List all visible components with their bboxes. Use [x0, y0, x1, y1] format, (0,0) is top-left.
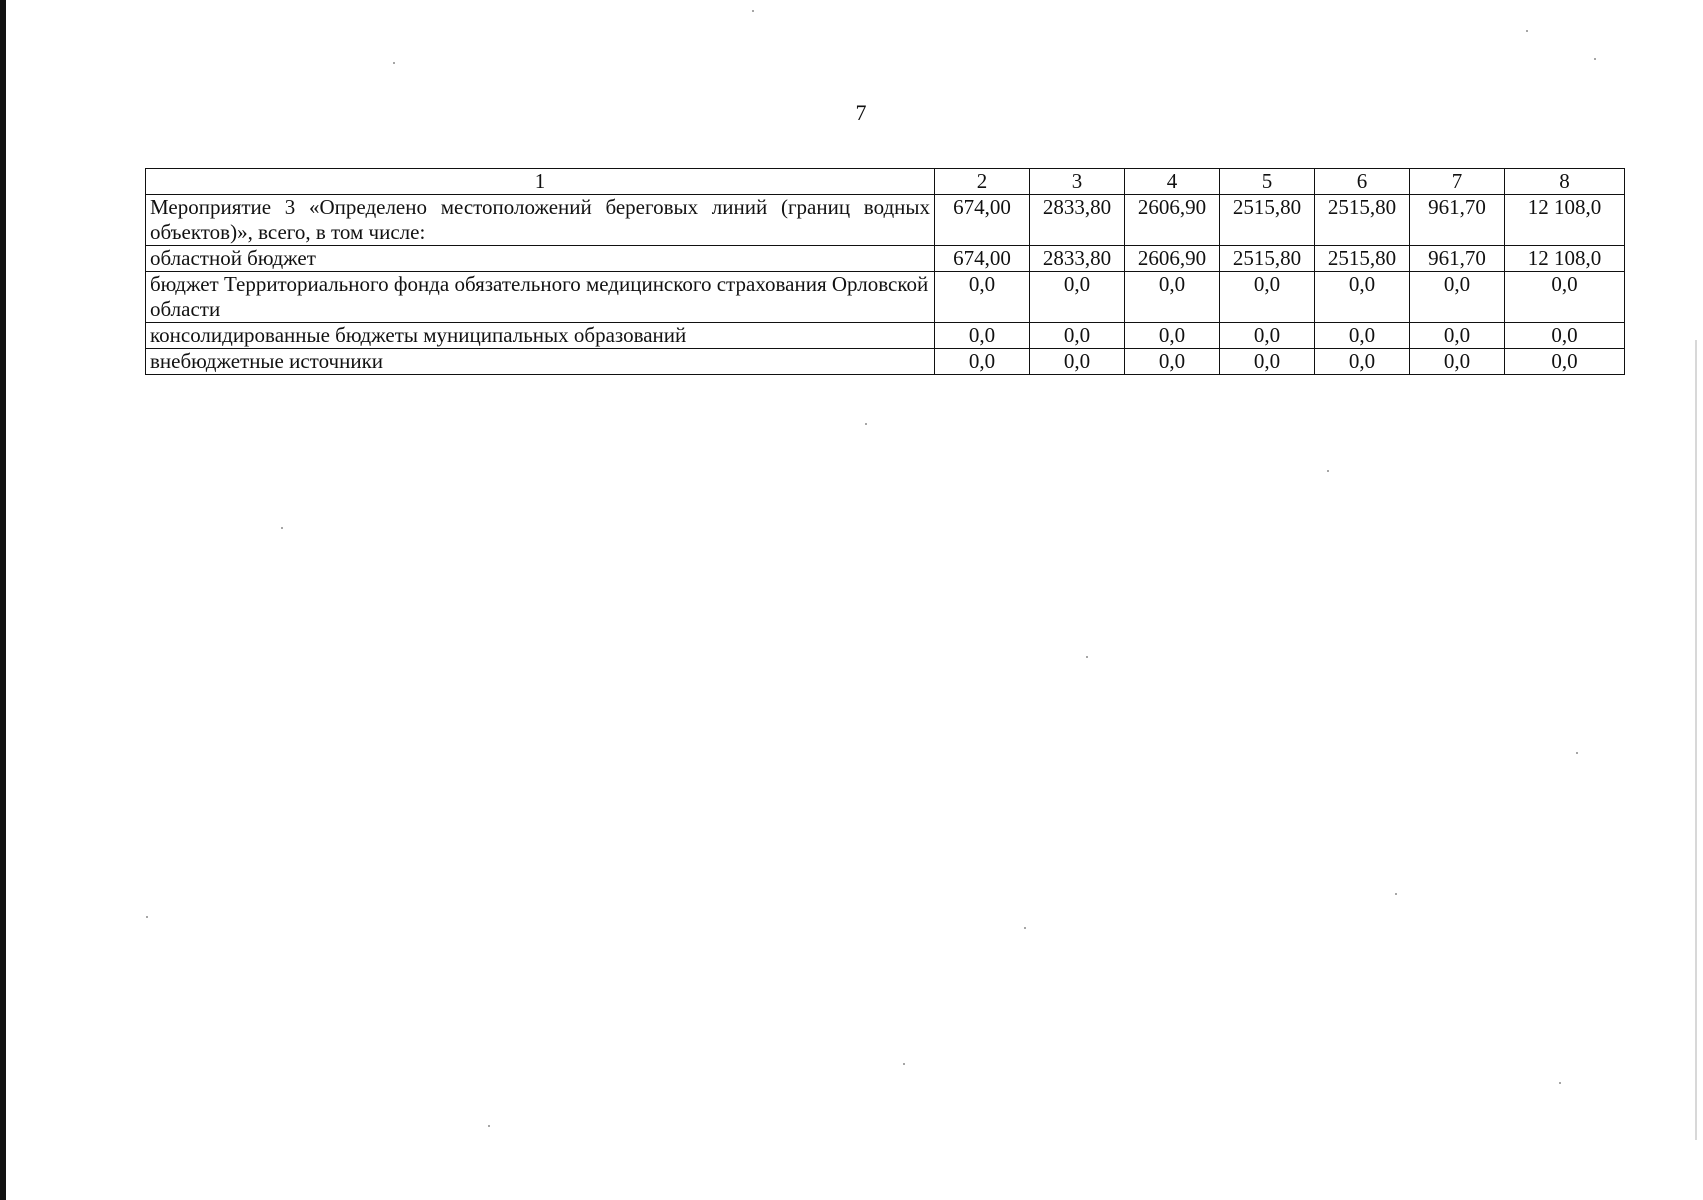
table-cell: 961,70: [1410, 195, 1505, 246]
row-label: бюджет Территориального фонда обязательного медицинского страхования Орловской области: [146, 272, 935, 323]
table-cell: 0,0: [1315, 323, 1410, 349]
table-cell: 0,0: [935, 349, 1030, 375]
scan-speck: [1395, 893, 1397, 895]
column-header: 5: [1220, 169, 1315, 195]
scan-speck: [488, 1125, 490, 1127]
table-cell: 0,0: [1220, 323, 1315, 349]
table-row: [146, 246, 1625, 272]
scan-edge-shadow: [1695, 340, 1697, 1140]
scan-speck: [281, 527, 283, 529]
budget-table: [145, 168, 1625, 375]
table-cell: 2606,90: [1125, 195, 1220, 246]
column-header: 8: [1505, 169, 1625, 195]
table-cell: 2833,80: [1030, 246, 1125, 272]
scan-speck: [752, 10, 754, 12]
table-cell: 0,0: [1125, 272, 1220, 323]
table-cell: 0,0: [1505, 272, 1625, 323]
scan-speck: [1576, 752, 1578, 754]
row-label: областной бюджет: [146, 246, 935, 272]
scan-speck: [1594, 58, 1596, 60]
table-row: [146, 349, 1625, 375]
column-header: 4: [1125, 169, 1220, 195]
table-row: [146, 323, 1625, 349]
row-label: консолидированные бюджеты муниципальных образований: [146, 323, 935, 349]
table-cell: 0,0: [1505, 349, 1625, 375]
table-cell: 0,0: [1125, 323, 1220, 349]
scan-speck: [393, 62, 395, 64]
table-cell: 0,0: [1030, 323, 1125, 349]
scan-speck: [1024, 927, 1026, 929]
scan-speck: [1086, 656, 1088, 658]
table-cell: 0,0: [935, 272, 1030, 323]
table-cell: 2833,80: [1030, 195, 1125, 246]
scan-speck: [1526, 30, 1528, 32]
table-cell: 0,0: [1505, 323, 1625, 349]
table-cell: 12 108,0: [1505, 246, 1625, 272]
scan-speck: [146, 916, 148, 918]
column-header: 7: [1410, 169, 1505, 195]
table-cell: 12 108,0: [1505, 195, 1625, 246]
column-header: 6: [1315, 169, 1410, 195]
table-cell: 0,0: [1410, 323, 1505, 349]
column-header: 2: [935, 169, 1030, 195]
column-header: 1: [146, 169, 935, 195]
table-cell: 2515,80: [1220, 195, 1315, 246]
page-number: 7: [855, 100, 867, 125]
table-header-row: [146, 169, 1625, 195]
column-header: 3: [1030, 169, 1125, 195]
table-cell: 2515,80: [1315, 246, 1410, 272]
scan-edge-bar: [0, 0, 6, 1200]
table-cell: 2515,80: [1220, 246, 1315, 272]
table-cell: 0,0: [1315, 349, 1410, 375]
table-cell: 961,70: [1410, 246, 1505, 272]
scan-speck: [1559, 1082, 1561, 1084]
table-cell: 2606,90: [1125, 246, 1220, 272]
scan-speck: [865, 423, 867, 425]
row-label: внебюджетные источники: [146, 349, 935, 375]
table-row: [146, 195, 1625, 246]
table-cell: 0,0: [1220, 272, 1315, 323]
scan-speck: [1327, 470, 1329, 472]
table-cell: 0,0: [1220, 349, 1315, 375]
table-cell: 674,00: [935, 195, 1030, 246]
table-cell: 2515,80: [1315, 195, 1410, 246]
table-cell: 0,0: [1315, 272, 1410, 323]
row-label: Мероприятие 3 «Определено местоположений береговых линий (границ водных объектов)», всего, в том числе:: [146, 195, 935, 246]
table-cell: 0,0: [1410, 349, 1505, 375]
table-cell: 0,0: [1030, 349, 1125, 375]
table-cell: 0,0: [1410, 272, 1505, 323]
table-row: [146, 272, 1625, 323]
scan-speck: [903, 1063, 905, 1065]
table-cell: 674,00: [935, 246, 1030, 272]
table-cell: 0,0: [935, 323, 1030, 349]
table-cell: 0,0: [1125, 349, 1220, 375]
table-cell: 0,0: [1030, 272, 1125, 323]
